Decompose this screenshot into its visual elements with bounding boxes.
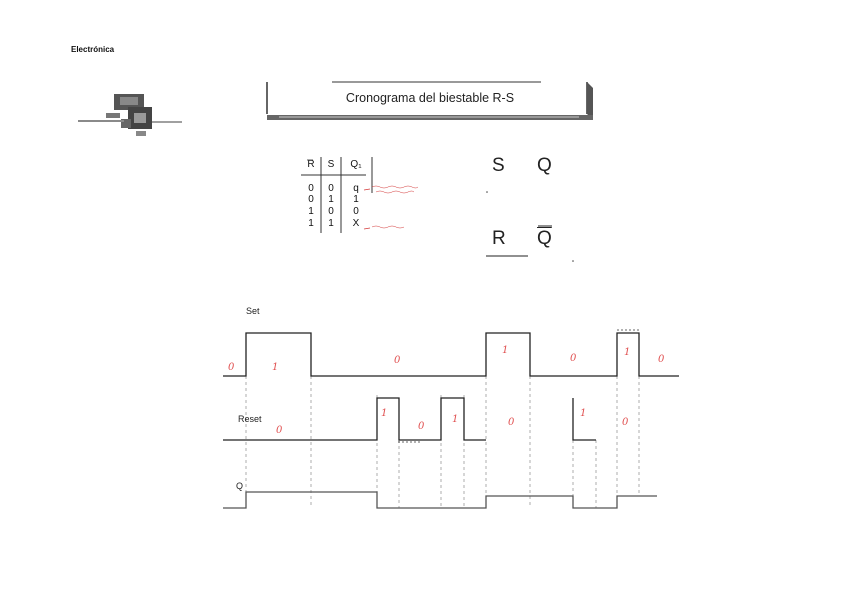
- q-waveform: [223, 492, 657, 508]
- table-cell: 0: [328, 206, 334, 217]
- table-header-r: R: [307, 159, 315, 170]
- table-cell: 0: [353, 206, 359, 217]
- table-cell: 0: [328, 183, 334, 194]
- signal-label-set: Set: [246, 306, 260, 316]
- symbol-r-label: R: [492, 228, 506, 249]
- table-cell: q: [353, 183, 359, 194]
- table-cell: 0: [308, 183, 314, 194]
- table-cell: X: [352, 218, 360, 229]
- set-level-6: 0: [658, 354, 665, 365]
- table-cell: 1: [353, 194, 359, 205]
- guide-lines: [246, 334, 639, 508]
- table-header-q: Q₁: [350, 159, 362, 170]
- set-level-0: 0: [228, 362, 235, 373]
- table-cell: 1: [308, 206, 314, 217]
- table-cell: 0: [308, 194, 314, 205]
- set-level-1: 1: [272, 362, 279, 373]
- set-level-5: 1: [624, 347, 631, 358]
- set-level-4: 0: [570, 353, 577, 364]
- page-title: Cronograma del biestable R-S: [345, 91, 515, 105]
- table-cell: 1: [328, 218, 334, 229]
- set-level-2: 0: [394, 355, 401, 366]
- set-level-3: 1: [502, 345, 509, 356]
- reset-level-3: 1: [452, 414, 459, 425]
- symbol-qbar-label: $\overline{Q}$: [537, 228, 552, 249]
- reset-level-0: 0: [276, 425, 283, 436]
- symbol-s-label: S: [492, 155, 505, 176]
- table-cell: 1: [308, 218, 314, 229]
- reset-waveform-2: [573, 398, 596, 440]
- section-label: Electrónica: [71, 45, 115, 54]
- reset-level-6: 0: [622, 417, 629, 428]
- reset-level-2: 0: [418, 421, 425, 432]
- reset-waveform: [223, 398, 486, 440]
- set-waveform: [223, 333, 679, 376]
- symbol-q-label: Q: [537, 155, 552, 176]
- table-cell: 1: [328, 194, 334, 205]
- reset-level-4: 0: [508, 417, 515, 428]
- signal-label-reset: Reset: [238, 414, 262, 424]
- table-header-s: S: [327, 159, 335, 170]
- reset-level-5: 1: [580, 408, 587, 419]
- signal-label-q: Q: [236, 481, 244, 491]
- reset-level-1: 1: [381, 408, 388, 419]
